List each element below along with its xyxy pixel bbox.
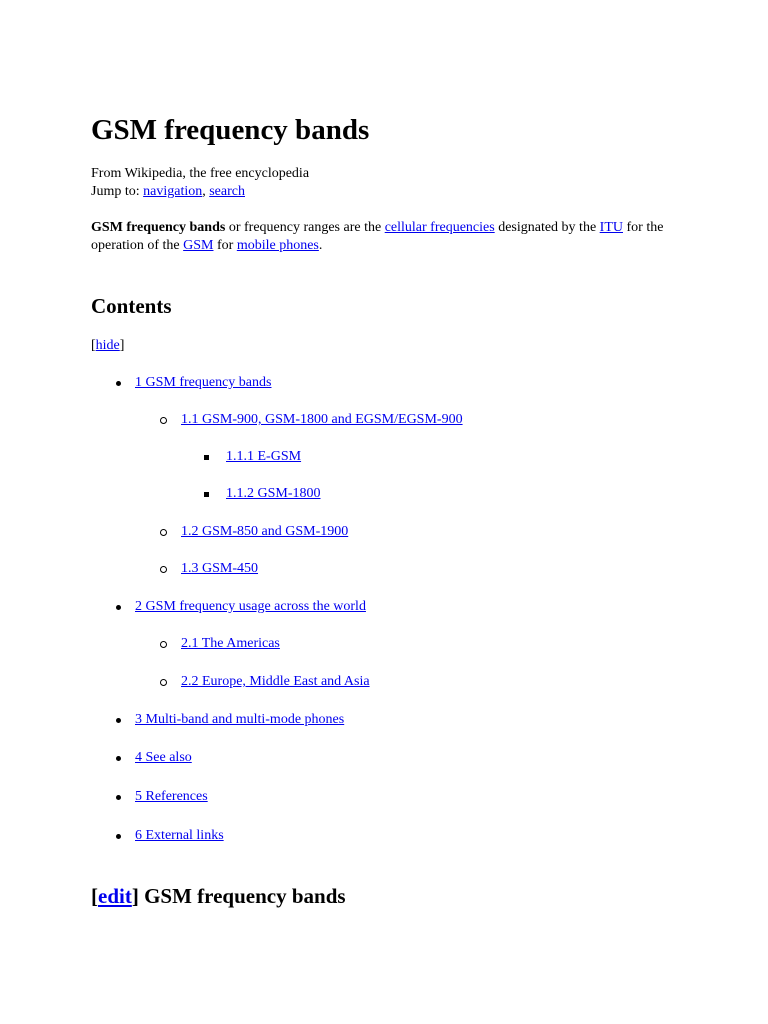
page-title: GSM frequency bands <box>91 114 370 146</box>
section-bracket-close: ] <box>131 884 139 908</box>
toc-hide-link[interactable]: hide <box>95 338 120 353</box>
intro-text-1: or frequency ranges are the <box>225 220 385 235</box>
toc-bullet-circle <box>160 673 167 686</box>
intro-text-4: for <box>213 238 237 253</box>
toc-bullet-disc <box>116 827 121 839</box>
section-edit-link[interactable]: edit <box>98 884 132 908</box>
section-title: GSM frequency bands <box>138 884 346 908</box>
toc-item-4[interactable]: 4 See also <box>135 750 192 765</box>
toc-bracket-open: [ <box>91 338 96 353</box>
gsm-link[interactable]: GSM <box>183 238 214 253</box>
intro-text-3: for the operation of the <box>91 220 664 253</box>
toc-heading: Contents <box>91 294 172 318</box>
itu-link[interactable]: ITU <box>599 220 623 235</box>
toc-bullet-disc <box>116 749 121 761</box>
toc-item-1-3[interactable]: 1.3 GSM-450 <box>181 561 259 576</box>
toc-item-3[interactable]: 3 Multi-band and multi-mode phones <box>135 712 345 727</box>
tagline: From Wikipedia, the free encyclopedia <box>91 166 310 181</box>
jump-separator: , <box>202 184 206 199</box>
toc-item-1-1-1[interactable]: 1.1.1 E-GSM <box>226 449 302 464</box>
toc-bullet-circle <box>160 560 167 573</box>
toc-item-2-2[interactable]: 2.2 Europe, Middle East and Asia <box>181 674 370 689</box>
intro-bold-term: GSM frequency bands <box>91 220 226 235</box>
intro-text-2: designated by the <box>494 220 600 235</box>
toc-item-2[interactable]: 2 GSM frequency usage across the world <box>135 599 366 614</box>
toc-bullet-circle <box>160 411 167 424</box>
intro-paragraph <box>91 219 681 255</box>
cellular-frequencies-link[interactable]: cellular frequencies <box>384 220 495 235</box>
toc-bullet-disc <box>116 788 121 800</box>
toc-bullet-circle <box>160 523 167 536</box>
jump-to-label: Jump to: <box>91 184 140 199</box>
toc-bullet-disc <box>116 598 121 610</box>
toc-item-1[interactable]: 1 GSM frequency bands <box>135 375 272 390</box>
toc-item-1-2[interactable]: 1.2 GSM-850 and GSM-1900 <box>181 524 349 539</box>
toc-bullet-square <box>204 485 209 497</box>
toc-item-6[interactable]: 6 External links <box>135 828 224 843</box>
jump-navigation-link[interactable]: navigation <box>143 184 203 199</box>
intro-text-5: . <box>318 238 323 253</box>
section-bracket-open: [ <box>91 884 98 908</box>
toc-toggle <box>91 337 124 355</box>
toc-bullet-square <box>204 448 209 460</box>
section-heading <box>91 883 346 909</box>
toc-item-1-1-2[interactable]: 1.1.2 GSM-1800 <box>226 486 321 501</box>
toc-bullet-circle <box>160 635 167 648</box>
mobile-phones-link[interactable]: mobile phones <box>236 238 319 253</box>
toc-item-1-1[interactable]: 1.1 GSM-900, GSM-1800 and EGSM/EGSM-900 <box>181 412 463 427</box>
toc-item-2-1[interactable]: 2.1 The Americas <box>181 636 280 651</box>
toc-bullet-disc <box>116 711 121 723</box>
toc-item-5[interactable]: 5 References <box>135 789 208 804</box>
toc-bracket-close: ] <box>119 338 125 353</box>
jump-search-link[interactable]: search <box>209 184 245 199</box>
jump-to-line <box>91 183 245 201</box>
toc-bullet-disc <box>116 374 121 386</box>
